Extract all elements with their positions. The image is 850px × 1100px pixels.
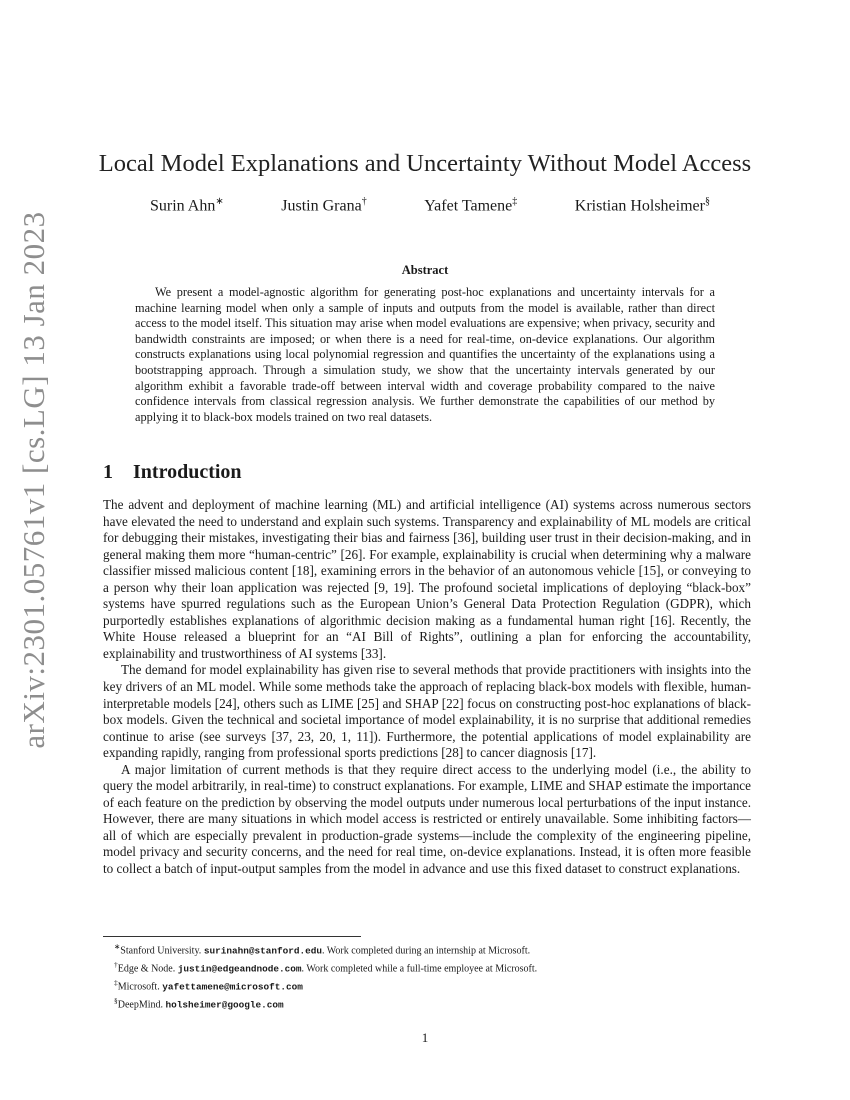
section-number: 1 bbox=[103, 461, 113, 483]
footnote-mark: ∗ bbox=[215, 196, 224, 207]
author-list bbox=[150, 196, 710, 215]
email-link[interactable]: surinahn@stanford.edu bbox=[203, 945, 322, 957]
paragraph: The demand for model explainability has given rise to several methods that provide practitioners with insights into the key drivers of an ML model. While some methods take the approach of replacing black-box models with flexible, human-interpretable models [24], others such as LIME [25] and SHAP [22] focus on constructing post-hoc explanations of black-box models. Given the technical and societal importance of model explainability, it is no surprise that additional remedies continue to arise (see surveys [37, 23, 20, 1, 11]). Furthermore, the potential applications of model explainability are expanding rapidly, ranging from professional sports predictions [28] to cancer diagnosis [17]. bbox=[103, 662, 751, 761]
footnote: §DeepMind. holsheimer@google.com bbox=[114, 995, 284, 1011]
author: Yafet Tamene‡ bbox=[424, 196, 518, 215]
email-link[interactable]: holsheimer@google.com bbox=[165, 999, 284, 1011]
paper-title: Local Model Explanations and Uncertainty Without Model Access bbox=[98, 150, 752, 177]
section-body bbox=[103, 497, 751, 878]
author: Surin Ahn∗ bbox=[150, 196, 224, 215]
page-number: 1 bbox=[421, 1030, 429, 1045]
email-link[interactable]: yafettamene@microsoft.com bbox=[162, 981, 303, 993]
footnote: ‡Microsoft. yafettamene@microsoft.com bbox=[114, 977, 303, 993]
arxiv-identifier[interactable]: arXiv:2301.05761v1 [cs.LG] 13 Jan 2023 bbox=[16, 211, 51, 749]
paragraph: The advent and deployment of machine learning (ML) and artificial intelligence (AI) systems across numerous sectors have elevated the need to understand and explain such systems. Transparency and explainability of ML models are critical for debugging their mistakes, investigating their bias and fairness [36], building user trust in their decision-making, and in general making them more “human-centric” [26]. For example, explainability is crucial when determining why a malware classifier missed malicious content [18], examining errors in the behavior of an autonomous vehicle [15], or conveying to a person why their loan application was rejected [9, 19]. The profound societal implications of deploying “black-box” systems have spurred regulations such as the European Union’s General Data Protection Regulation (GDPR), which purportedly establishes explanations of algorithmic decision making as a fundamental human right [16]. Recently, the White House released a blueprint for an “AI Bill of Rights”, outlining a plan for enforcing the accountability, explainability and trustworthiness of AI systems [33]. bbox=[103, 497, 751, 661]
section-title: Introduction bbox=[133, 461, 242, 483]
abstract-text: We present a model-agnostic algorithm for generating post-hoc explanations and uncertainty intervals for a machine learning model when only a sample of inputs and outputs from the model is available, rather than direct access to the model itself. This situation may arise when model evaluations are expensive; when privacy, security and bandwidth constraints are imposed; or when there is a need for real-time, on-device explanations. Our algorithm constructs explanations using local polynomial regression and quantifies the uncertainty of the explanations using a bootstrapping approach. Through a simulation study, we show that the uncertainty intervals generated by our algorithm exhibit a favorable trade-off between interval width and coverage probability compared to the naive confidence intervals from classical regression analysis. We further demonstrate the capabilities of our method by applying it to black-box models trained on two real datasets. bbox=[135, 285, 715, 424]
footnote-mark: § bbox=[704, 196, 710, 207]
author: Justin Grana† bbox=[281, 196, 367, 215]
section-heading bbox=[103, 461, 242, 484]
footnotes bbox=[114, 940, 754, 1012]
arxiv-sidebar bbox=[4, 211, 64, 749]
footnote: †Edge & Node. justin@edgeandnode.com. Work completed while a full-time employee at Microsoft. bbox=[114, 959, 538, 975]
email-link[interactable]: justin@edgeandnode.com bbox=[177, 963, 302, 975]
footnote-mark: † bbox=[361, 196, 367, 207]
author: Kristian Holsheimer§ bbox=[574, 196, 710, 215]
paragraph: A major limitation of current methods is that they require direct access to the underlying model (i.e., the ability to query the model arbitrarily, in real-time) to construct explanations. For example, LIME and SHAP estimate the importance of each feature on the prediction by observing the model outputs under numerous local perturbations of the input instance. However, there are many situations in which model access is restricted or entirely unavailable. Some inhibiting factors—all of which are especially prevalent in production-grade systems—include the complexity of the engineering pipeline, model privacy and security concerns, and the need for real time, on-device explanations. Instead, it is often more feasible to collect a batch of input-output samples from the model in advance and use this fixed dataset to construct explanations. bbox=[103, 761, 751, 877]
abstract bbox=[135, 285, 715, 425]
footnote: ∗Stanford University. surinahn@stanford.edu. Work completed during an internship at Microsoft. bbox=[114, 942, 531, 957]
footnote-rule bbox=[103, 936, 361, 937]
footnote-mark: ‡ bbox=[512, 196, 518, 207]
abstract-heading: Abstract bbox=[401, 263, 449, 277]
